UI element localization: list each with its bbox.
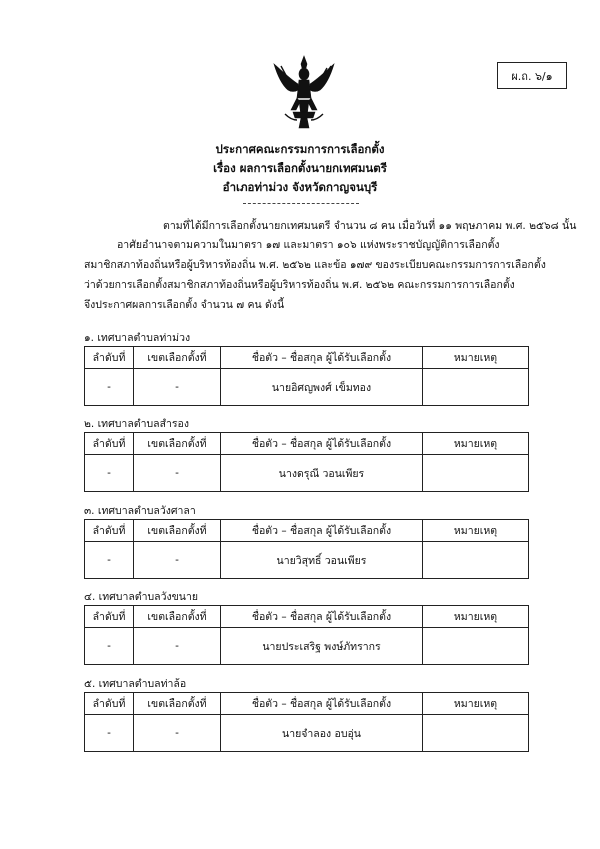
section-title: ๒. เทศบาลตำบลสำรอง: [84, 418, 189, 430]
announcement-title: ประกาศคณะกรรมการการเลือกตั้ง: [215, 142, 385, 156]
cell-order: -: [85, 542, 134, 579]
header-remark: หมายเหตุ: [423, 606, 529, 628]
body-paragraph-1: ตามที่ได้มีการเลือกตั้งนายกเทศมนตรี จำนวน ๘ คน เมื่อวันที่ ๑๑ พฤษภาคม พ.ศ. ๒๕๖๘ นั้น: [163, 220, 577, 232]
header-order: ลำดับที่: [85, 693, 134, 715]
results-table: [84, 432, 529, 492]
cell-district: -: [134, 542, 221, 579]
header-name: ชื่อตัว – ชื่อสกุล ผู้ได้รับเลือกตั้ง: [221, 520, 423, 542]
header-order: ลำดับที่: [85, 520, 134, 542]
header-district: เขตเลือกตั้งที่: [134, 433, 221, 455]
results-table: [84, 519, 529, 579]
cell-remark: [423, 628, 529, 665]
header-order: ลำดับที่: [85, 433, 134, 455]
header-name: ชื่อตัว – ชื่อสกุล ผู้ได้รับเลือกตั้ง: [221, 347, 423, 369]
table-row: [85, 628, 529, 665]
header-order: ลำดับที่: [85, 347, 134, 369]
cell-remark: [423, 542, 529, 579]
header-name: ชื่อตัว – ชื่อสกุล ผู้ได้รับเลือกตั้ง: [221, 433, 423, 455]
cell-name: นางดรุณี วอนเพียร: [221, 455, 423, 492]
body-paragraph-5: จึงประกาศผลการเลือกตั้ง จำนวน ๗ คน ดังนี้: [84, 299, 285, 311]
body-paragraph-3: สมาชิกสภาท้องถิ่นหรือผู้บริหารท้องถิ่น พ.ศ. ๒๕๖๒ และข้อ ๑๗๙ ของระเบียบคณะกรรมการการเลือกตั้ง: [84, 259, 546, 271]
announcement-subject: เรื่อง ผลการเลือกตั้งนายกเทศมนตรี: [213, 161, 387, 175]
table-row: [85, 715, 529, 752]
header-name: ชื่อตัว – ชื่อสกุล ผู้ได้รับเลือกตั้ง: [221, 693, 423, 715]
table-row: [85, 369, 529, 406]
cell-district: -: [134, 715, 221, 752]
table-row: [85, 542, 529, 579]
cell-order: -: [85, 369, 134, 406]
form-code-box: ผ.ถ. ๖/๑: [497, 62, 567, 89]
table-row: [85, 455, 529, 492]
announcement-location: อำเภอท่าม่วง จังหวัดกาญจนบุรี: [222, 180, 378, 194]
header-order: ลำดับที่: [85, 606, 134, 628]
header-district: เขตเลือกตั้งที่: [134, 693, 221, 715]
cell-remark: [423, 369, 529, 406]
cell-order: -: [85, 628, 134, 665]
header-remark: หมายเหตุ: [423, 520, 529, 542]
section-title: ๓. เทศบาลตำบลวังศาลา: [84, 505, 196, 517]
body-paragraph-4: ว่าด้วยการเลือกตั้งสมาชิกสภาท้องถิ่นหรือผู้บริหารท้องถิ่น พ.ศ. ๒๕๖๒ คณะกรรมการการเลือกตั้ง: [84, 279, 515, 291]
header-remark: หมายเหตุ: [423, 693, 529, 715]
cell-order: -: [85, 455, 134, 492]
cell-district: -: [134, 455, 221, 492]
results-table: [84, 346, 529, 406]
header-remark: หมายเหตุ: [423, 347, 529, 369]
cell-name: นายจำลอง อบอุ่น: [221, 715, 423, 752]
results-table: [84, 692, 529, 752]
header-district: เขตเลือกตั้งที่: [134, 347, 221, 369]
header-district: เขตเลือกตั้งที่: [134, 520, 221, 542]
cell-order: -: [85, 715, 134, 752]
cell-district: -: [134, 369, 221, 406]
garuda-emblem: [271, 54, 337, 130]
cell-remark: [423, 455, 529, 492]
header-divider: [243, 203, 359, 204]
section-title: ๔. เทศบาลตำบลวังขนาย: [84, 591, 199, 603]
cell-name: นายอิศญพงศ์ เข็มทอง: [221, 369, 423, 406]
header-name: ชื่อตัว – ชื่อสกุล ผู้ได้รับเลือกตั้ง: [221, 606, 423, 628]
section-title: ๑. เทศบาลตำบลท่าม่วง: [84, 332, 191, 344]
cell-remark: [423, 715, 529, 752]
cell-district: -: [134, 628, 221, 665]
cell-name: นายประเสริฐ พงษ์ภัทรากร: [221, 628, 423, 665]
results-table: [84, 605, 529, 665]
body-paragraph-2: อาศัยอำนาจตามความในมาตรา ๑๗ และมาตรา ๑๐๖ แห่งพระราชบัญญัติการเลือกตั้ง: [117, 239, 500, 251]
section-title: ๕. เทศบาลตำบลท่าล้อ: [84, 678, 187, 690]
cell-name: นายวิสุทธิ์ วอนเพียร: [221, 542, 423, 579]
header-remark: หมายเหตุ: [423, 433, 529, 455]
header-district: เขตเลือกตั้งที่: [134, 606, 221, 628]
